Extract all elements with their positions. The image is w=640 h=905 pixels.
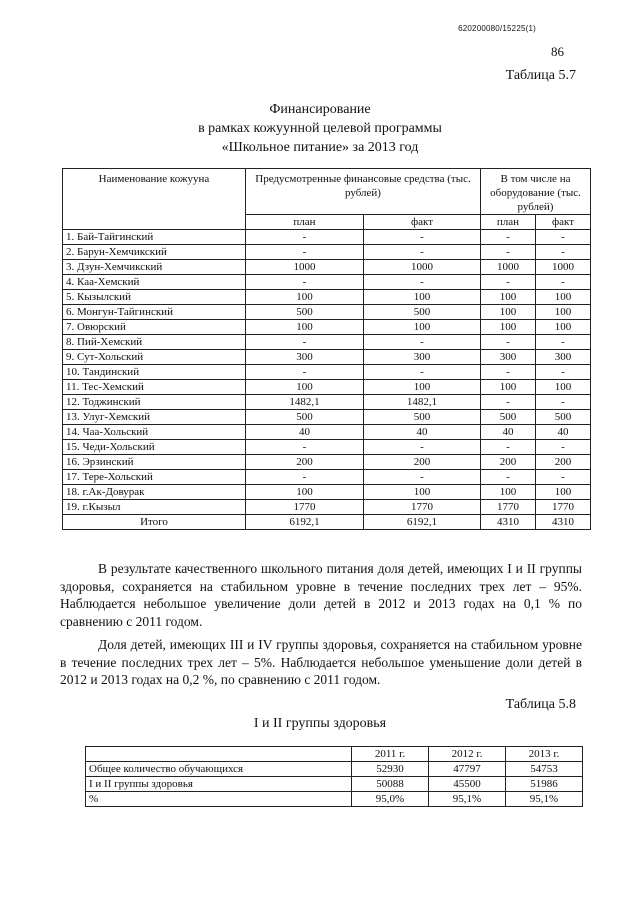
- value-cell: 47797: [429, 762, 506, 777]
- table-row: [63, 440, 591, 455]
- district-name-cell: 11. Тес-Хемский: [63, 380, 246, 395]
- table-row: [63, 395, 591, 410]
- value-cell: -: [246, 440, 364, 455]
- district-name-cell: 16. Эрзинский: [63, 455, 246, 470]
- value-cell: 200: [481, 455, 536, 470]
- table-row: [63, 500, 591, 515]
- table-row: [63, 425, 591, 440]
- value-cell: -: [536, 440, 591, 455]
- district-name-cell: 1. Бай-Тайгинский: [63, 230, 246, 245]
- total-value: 6192,1: [364, 515, 481, 530]
- value-cell: 54753: [506, 762, 583, 777]
- value-cell: -: [364, 365, 481, 380]
- value-cell: 1770: [536, 500, 591, 515]
- value-cell: 52930: [352, 762, 429, 777]
- value-cell: -: [536, 335, 591, 350]
- district-name-cell: 3. Дзун-Хемчикский: [63, 260, 246, 275]
- value-cell: -: [481, 275, 536, 290]
- table-row: [86, 777, 583, 792]
- header-equipment: В том числе на оборудование (тыс. рублей): [481, 169, 591, 215]
- district-name-cell: 14. Чаа-Хольский: [63, 425, 246, 440]
- document-code: 620200080/15225(1): [458, 24, 536, 33]
- value-cell: 200: [246, 455, 364, 470]
- value-cell: 100: [364, 320, 481, 335]
- value-cell: 50088: [352, 777, 429, 792]
- health-groups-table-body: [86, 747, 583, 807]
- table-row: [63, 305, 591, 320]
- value-cell: 40: [246, 425, 364, 440]
- value-cell: -: [364, 275, 481, 290]
- total-value: 4310: [481, 515, 536, 530]
- value-cell: 100: [364, 380, 481, 395]
- value-cell: 1000: [481, 260, 536, 275]
- title-line-2: в рамках кожуунной целевой программы: [198, 121, 442, 136]
- value-cell: 300: [481, 350, 536, 365]
- value-cell: -: [364, 470, 481, 485]
- year-header-cell: 2012 г.: [429, 747, 506, 762]
- table-row: [63, 365, 591, 380]
- value-cell: 40: [364, 425, 481, 440]
- value-cell: -: [246, 335, 364, 350]
- value-cell: -: [481, 335, 536, 350]
- subheader-equipment-plan: план: [481, 215, 536, 230]
- year-header-cell: 2013 г.: [506, 747, 583, 762]
- year-header-cell: [86, 747, 352, 762]
- table-row: [63, 455, 591, 470]
- page-number: 86: [551, 44, 564, 59]
- value-cell: 1770: [364, 500, 481, 515]
- table-row: [63, 260, 591, 275]
- value-cell: 500: [246, 410, 364, 425]
- table-row: [63, 380, 591, 395]
- value-cell: 40: [536, 425, 591, 440]
- value-cell: 500: [536, 410, 591, 425]
- total-label: Итого: [63, 515, 246, 530]
- paragraph-2: Доля детей, имеющих III и IV группы здоровья, сохраняется на стабильном уровне в течение последних трех лет – 5%. Наблюдается небольшое уменьшение доли детей в 2012 и 2013 годах на 0,2 %, по сравнению с 2011 годом.: [60, 637, 582, 687]
- district-name-cell: 12. Тоджинский: [63, 395, 246, 410]
- value-cell: 1770: [246, 500, 364, 515]
- value-cell: 100: [246, 380, 364, 395]
- value-cell: 200: [536, 455, 591, 470]
- subheader-equipment-fact: факт: [536, 215, 591, 230]
- district-name-cell: 9. Сут-Хольский: [63, 350, 246, 365]
- value-cell: -: [246, 275, 364, 290]
- value-cell: 100: [246, 290, 364, 305]
- value-cell: -: [481, 245, 536, 260]
- value-cell: -: [481, 440, 536, 455]
- table-row: [86, 792, 583, 807]
- district-name-cell: 2. Барун-Хемчикский: [63, 245, 246, 260]
- value-cell: 100: [536, 380, 591, 395]
- district-name-cell: 4. Каа-Хемский: [63, 275, 246, 290]
- district-name-cell: 5. Кызылский: [63, 290, 246, 305]
- table-row: [63, 230, 591, 245]
- value-cell: -: [536, 470, 591, 485]
- value-cell: -: [481, 230, 536, 245]
- health-groups-table: [85, 746, 583, 807]
- title-line-1: Финансирование: [269, 102, 371, 117]
- table-row: [63, 335, 591, 350]
- district-name-cell: 15. Чеди-Хольский: [63, 440, 246, 455]
- table-5-8-title: I и II группы здоровья: [253, 716, 387, 731]
- value-cell: -: [246, 470, 364, 485]
- value-cell: 100: [536, 485, 591, 500]
- row-label-cell: Общее количество обучающихся: [86, 762, 352, 777]
- value-cell: -: [536, 395, 591, 410]
- body-text: [60, 560, 582, 689]
- value-cell: -: [246, 245, 364, 260]
- table-row: [63, 275, 591, 290]
- value-cell: 100: [364, 485, 481, 500]
- table-row: [63, 410, 591, 425]
- value-cell: 100: [364, 290, 481, 305]
- value-cell: 95,0%: [352, 792, 429, 807]
- row-label-cell: %: [86, 792, 352, 807]
- value-cell: -: [246, 230, 364, 245]
- value-cell: 100: [481, 305, 536, 320]
- value-cell: 1000: [246, 260, 364, 275]
- value-cell: 100: [481, 380, 536, 395]
- value-cell: 40: [481, 425, 536, 440]
- header-planned-funds: Предусмотренные финансовые средства (тыс. рублей): [246, 169, 481, 215]
- total-value: 6192,1: [246, 515, 364, 530]
- value-cell: 100: [246, 485, 364, 500]
- row-label-cell: I и II группы здоровья: [86, 777, 352, 792]
- funding-table-body: [63, 169, 591, 530]
- value-cell: 100: [536, 290, 591, 305]
- table-row: [63, 485, 591, 500]
- value-cell: -: [364, 440, 481, 455]
- district-name-cell: 13. Улуг-Хемский: [63, 410, 246, 425]
- value-cell: 100: [481, 290, 536, 305]
- value-cell: -: [246, 365, 364, 380]
- total-value: 4310: [536, 515, 591, 530]
- value-cell: -: [536, 275, 591, 290]
- value-cell: 100: [481, 320, 536, 335]
- value-cell: 51986: [506, 777, 583, 792]
- district-name-cell: 8. Пий-Хемский: [63, 335, 246, 350]
- subheader-fact: факт: [364, 215, 481, 230]
- table-row: [63, 245, 591, 260]
- value-cell: 1000: [364, 260, 481, 275]
- value-cell: 100: [246, 320, 364, 335]
- value-cell: 500: [481, 410, 536, 425]
- table-row: [63, 290, 591, 305]
- value-cell: 200: [364, 455, 481, 470]
- value-cell: -: [481, 365, 536, 380]
- value-cell: -: [536, 245, 591, 260]
- table-5-7-title: [0, 100, 640, 157]
- year-header-cell: 2011 г.: [352, 747, 429, 762]
- value-cell: 1482,1: [246, 395, 364, 410]
- table-row: [63, 470, 591, 485]
- value-cell: 100: [536, 320, 591, 335]
- district-name-cell: 17. Тере-Хольский: [63, 470, 246, 485]
- value-cell: 500: [364, 305, 481, 320]
- value-cell: 100: [481, 485, 536, 500]
- value-cell: 300: [246, 350, 364, 365]
- year-header-row: [86, 747, 583, 762]
- title-line-3: «Школьное питание» за 2013 год: [221, 140, 419, 155]
- value-cell: 95,1%: [429, 792, 506, 807]
- value-cell: -: [536, 230, 591, 245]
- table-row: [63, 350, 591, 365]
- table-header-row: [63, 169, 591, 215]
- value-cell: 95,1%: [506, 792, 583, 807]
- value-cell: -: [481, 470, 536, 485]
- district-name-cell: 10. Тандинский: [63, 365, 246, 380]
- value-cell: 1770: [481, 500, 536, 515]
- value-cell: -: [364, 230, 481, 245]
- funding-table: [62, 168, 591, 530]
- paragraph-1: В результате качественного школьного питания доля детей, имеющих I и II группы здоровья, сохраняется на стабильном уровне в течение последних трех лет – 95%. Наблюдается небольшое увеличение доли детей в 2012 и 2013 годах на 0,1 % по сравнению с 2011 годом.: [60, 561, 582, 629]
- table-row: [86, 762, 583, 777]
- table-5-7-label: Таблица 5.7: [505, 68, 576, 83]
- table-row: [63, 320, 591, 335]
- value-cell: 1482,1: [364, 395, 481, 410]
- total-row: [63, 515, 591, 530]
- value-cell: -: [481, 395, 536, 410]
- header-district-name: Наименование кожууна: [63, 169, 246, 230]
- subheader-plan: план: [246, 215, 364, 230]
- value-cell: 300: [364, 350, 481, 365]
- value-cell: 1000: [536, 260, 591, 275]
- district-name-cell: 6. Монгун-Тайгинский: [63, 305, 246, 320]
- district-name-cell: 19. г.Кызыл: [63, 500, 246, 515]
- value-cell: -: [364, 245, 481, 260]
- value-cell: -: [536, 365, 591, 380]
- district-name-cell: 7. Овюрский: [63, 320, 246, 335]
- value-cell: 500: [246, 305, 364, 320]
- table-5-8-label: Таблица 5.8: [505, 697, 576, 712]
- value-cell: -: [364, 335, 481, 350]
- value-cell: 500: [364, 410, 481, 425]
- value-cell: 300: [536, 350, 591, 365]
- value-cell: 45500: [429, 777, 506, 792]
- value-cell: 100: [536, 305, 591, 320]
- district-name-cell: 18. г.Ак-Довурак: [63, 485, 246, 500]
